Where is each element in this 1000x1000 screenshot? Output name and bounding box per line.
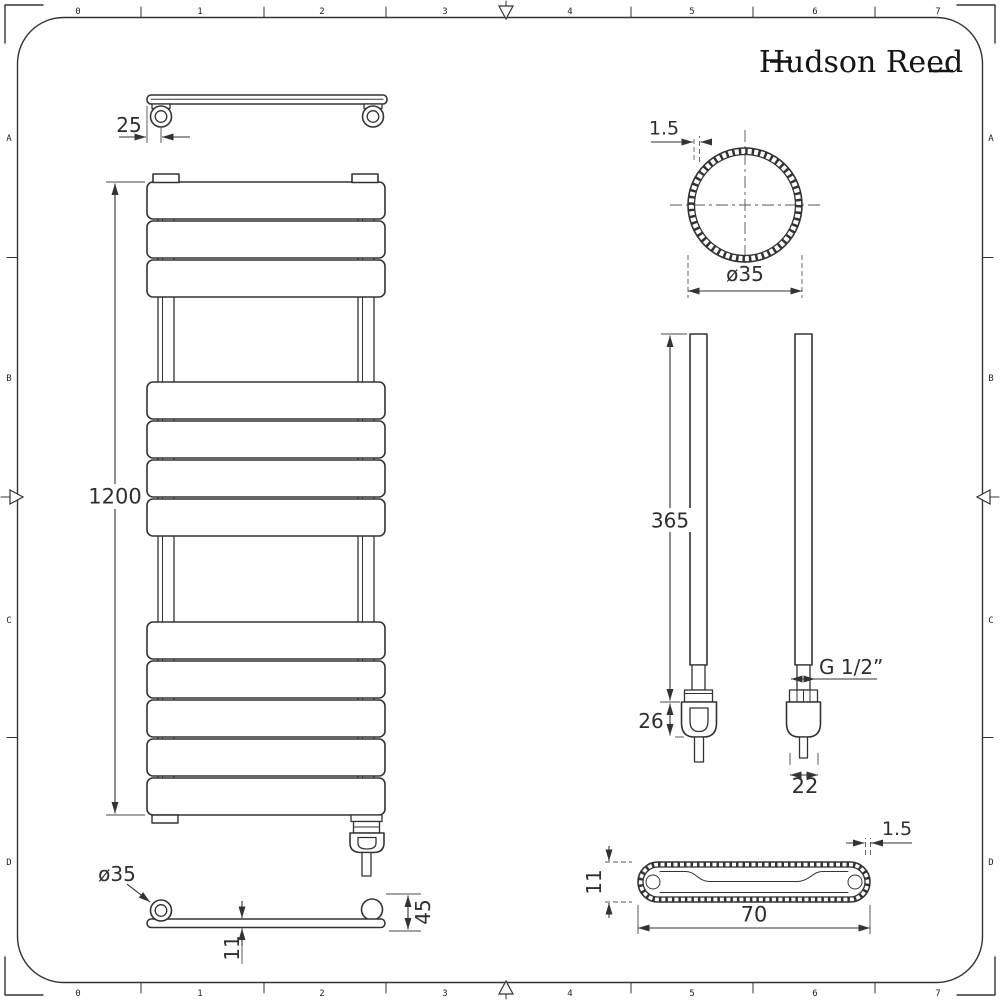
dim-bracket-depth: 45 <box>411 899 435 925</box>
dim-bracket-offset: 25 <box>116 113 142 137</box>
bottom-view-panel-bar <box>147 919 385 928</box>
ruler-col-label: 5 <box>689 989 695 999</box>
dim-tube-wall-lines <box>651 136 712 162</box>
panel-end-channel-right <box>848 875 862 889</box>
brand-logo <box>759 45 963 80</box>
corner-bracket-top-left <box>5 5 43 43</box>
ruler-col-label: 1 <box>197 989 203 999</box>
dim-section-width: 70 <box>740 902 768 927</box>
ruler-col-label: 2 <box>319 989 325 999</box>
element-cable-stub <box>800 737 808 758</box>
dim-overall-height: 1200 <box>88 484 142 509</box>
radiator-panel <box>147 739 385 776</box>
wall-bracket-right <box>363 106 384 127</box>
dim-tube-wall: 1.5 <box>648 117 680 140</box>
centre-marker-bottom <box>499 981 513 999</box>
dim-section-height-lines <box>605 846 632 918</box>
ruler-row-label: C <box>988 616 994 626</box>
ruler-col-label: 7 <box>935 7 941 17</box>
dim-element-head-width: 22 <box>791 774 819 798</box>
front-view <box>88 174 385 876</box>
top-view <box>116 95 387 143</box>
radiator-panel <box>147 182 385 219</box>
radiator-panel <box>147 421 385 458</box>
bottom-view <box>98 862 435 964</box>
radiator-panel <box>147 661 385 698</box>
dim-section-wall-lines <box>846 838 912 855</box>
element-cable-stub <box>695 737 704 762</box>
wall-bracket-left <box>151 106 172 127</box>
dim-bottom-diameter-leader <box>127 884 150 902</box>
radiator-panel <box>147 499 385 536</box>
radiator-panel <box>147 221 385 258</box>
dim-section-wall: 1.5 <box>881 818 913 840</box>
tube-section-view <box>649 118 820 299</box>
ruler-col-label: 4 <box>567 7 573 17</box>
centre-marker-right <box>977 490 999 504</box>
radiator-panel <box>147 778 385 815</box>
element-cable-stub <box>362 853 371 877</box>
ruler-row-label: C <box>6 616 12 626</box>
ruler-col-label: 2 <box>319 7 325 17</box>
dim-tube-diameter: ø35 <box>726 262 764 286</box>
radiator-panel <box>147 700 385 737</box>
centre-marker-left <box>1 490 23 504</box>
centre-marker-top <box>499 1 513 19</box>
ruler-col-label: 1 <box>197 7 203 17</box>
top-collar-right <box>352 174 378 183</box>
element-neck <box>692 665 705 690</box>
electric-element-front <box>350 815 384 876</box>
top-collar-left <box>153 174 179 183</box>
ruler-row-label: D <box>6 858 12 868</box>
ruler-row-label: B <box>988 374 994 384</box>
corner-bracket-bottom-right <box>957 957 995 995</box>
ruler-row-label: B <box>6 374 12 384</box>
ruler-row-label: A <box>6 134 12 144</box>
ruler-col-label: 7 <box>935 989 941 999</box>
brand-name: Hudson Reed <box>758 45 964 80</box>
ruler-col-label: 3 <box>442 7 448 17</box>
ruler-col-label: 4 <box>567 989 573 999</box>
dim-panel-thickness: 11 <box>220 935 244 961</box>
radiator-panel <box>147 460 385 497</box>
ruler-col-label: 6 <box>812 7 818 17</box>
ruler-row-label: D <box>988 858 994 868</box>
element-side-view-left <box>638 334 716 762</box>
element-tube <box>795 334 812 665</box>
dim-element-head-height: 26 <box>638 709 664 733</box>
panel-section-view <box>582 818 912 934</box>
ruler-col-label: 5 <box>689 7 695 17</box>
element-side-view-right <box>787 334 884 798</box>
radiator-panel <box>147 622 385 659</box>
corner-bracket-bottom-left <box>5 957 43 995</box>
ruler-col-label: 0 <box>75 7 81 17</box>
dim-bottom-diameter: ø35 <box>98 862 136 886</box>
dim-section-height: 11 <box>582 869 606 895</box>
wall-bracket-left <box>151 900 172 921</box>
element-tube <box>690 334 707 665</box>
panel-internal-profile <box>660 872 848 882</box>
ruler-col-label: 0 <box>75 989 81 999</box>
corner-bracket-top-right <box>957 5 995 43</box>
radiator-panel <box>147 382 385 419</box>
dim-thread-size: G 1/2” <box>819 655 884 679</box>
element-collar <box>685 690 713 702</box>
dim-element-length: 365 <box>650 508 690 533</box>
ruler-col-label: 6 <box>812 989 818 999</box>
element-head <box>787 702 821 737</box>
ruler-col-label: 3 <box>442 989 448 999</box>
bottom-plug <box>152 815 178 823</box>
element-thread <box>797 665 810 690</box>
valve-boss-right <box>362 899 383 920</box>
radiator-panel <box>147 260 385 297</box>
panel-end-channel-left <box>646 875 660 889</box>
ruler-row-label: A <box>988 134 994 144</box>
